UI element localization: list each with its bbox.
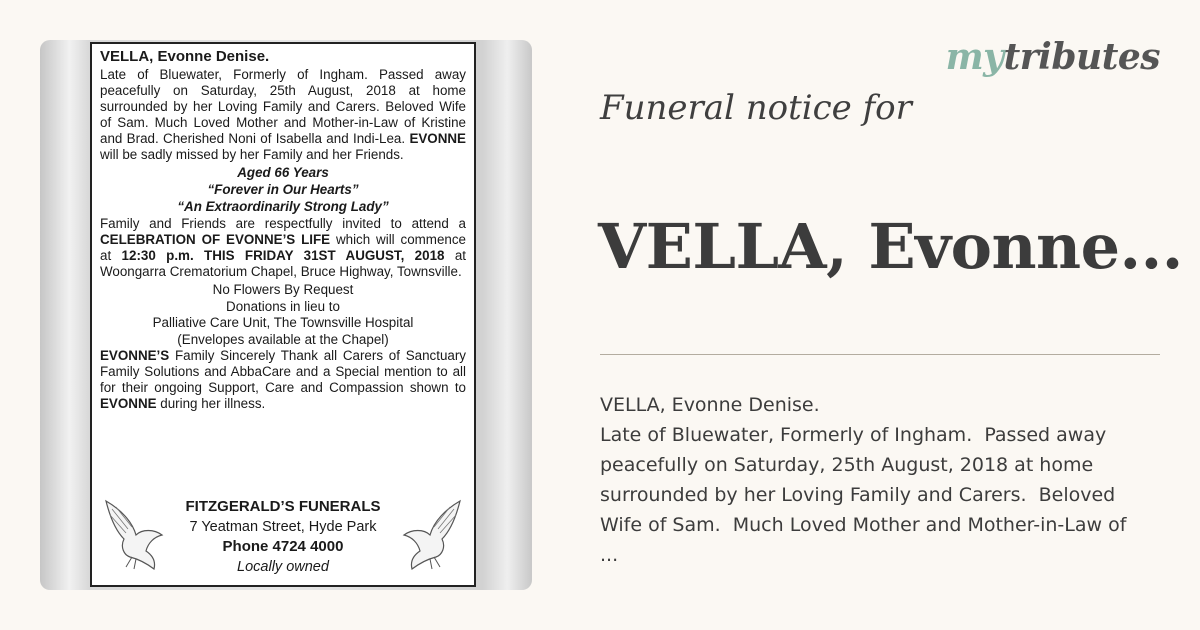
notice-donations: Donations in lieu to [226,298,340,314]
page-subtitle: Funeral notice for [600,88,912,128]
excerpt-line: VELLA, Evonne Denise. [600,394,820,416]
excerpt-line: surrounded by her Loving Family and Carers. Beloved [600,484,1116,506]
dove-icon [102,495,174,575]
deceased-name-title: VELLA, Evonne... [598,210,1183,283]
excerpt-line: Wife of Sam. Much Loved Mother and Mother-in-Law of [600,514,1127,536]
notice-hospital: Palliative Care Unit, The Townsville Hospital [152,315,414,330]
excerpt-line: peacefully on Saturday, 25th August, 2018 at home [600,454,1094,476]
notice-paragraph-1: Late of Bluewater, Formerly of Ingham. Passed away peacefully on Saturday, 25th August, 2018 at home surrounded by her Loving Family and Carers. Beloved Wife of Sam. Much Loved Mother and Mother-in-Law of Kristine and Brad. Cherished Noni of Isabella and Indi-Lea. EVONNE will be sadly missed by her Family and her Friends. [100,67,466,162]
notice-envelopes: (Envelopes available at the Chapel) [177,331,389,347]
funeral-director-box [104,487,462,583]
funeral-director-phone: Phone 4724 4000 [222,538,344,555]
notice-quote-2: “An Extraordinarily Strong Lady” [177,199,389,214]
notice-quote-1: “Forever in Our Hearts” [207,182,359,197]
mytributes-logo[interactable]: mytributes [945,36,1160,78]
funeral-director-tagline: Locally owned [237,559,329,575]
notice-flowers: No Flowers By Request [212,282,354,297]
notice-paragraph-2: Family and Friends are respectfully invited to attend a CELEBRATION OF EVONNE’S LIFE which will commence at 12:30 p.m. THIS FRIDAY 31ST AUGUST, 2018 at Woongarra Crematorium Chapel, Bruce Highway, Townsville. [100,216,467,279]
notice-age: Aged 66 Years [237,165,329,180]
newspaper-notice [90,42,476,587]
notice-name: VELLA, Evonne Denise. [100,48,270,65]
funeral-director-address: 7 Yeatman Street, Hyde Park [189,519,377,535]
dove-icon [392,495,464,575]
divider [600,354,1160,355]
notice-paragraph-3: EVONNE’S Family Sincerely Thank all Carers of Sanctuary Family Solutions and AbbaCare and a Special mention to all for their ongoing Support, Care and Compassion shown to EVONNE during her illness. [100,348,466,411]
funeral-director-name: FITZGERALD’S FUNERALS [185,498,381,515]
notice-excerpt [600,390,1160,570]
excerpt-line: ... [600,544,619,566]
excerpt-line: Late of Bluewater, Formerly of Ingham. Passed away [600,424,1107,446]
notice-image-panel [40,40,532,590]
